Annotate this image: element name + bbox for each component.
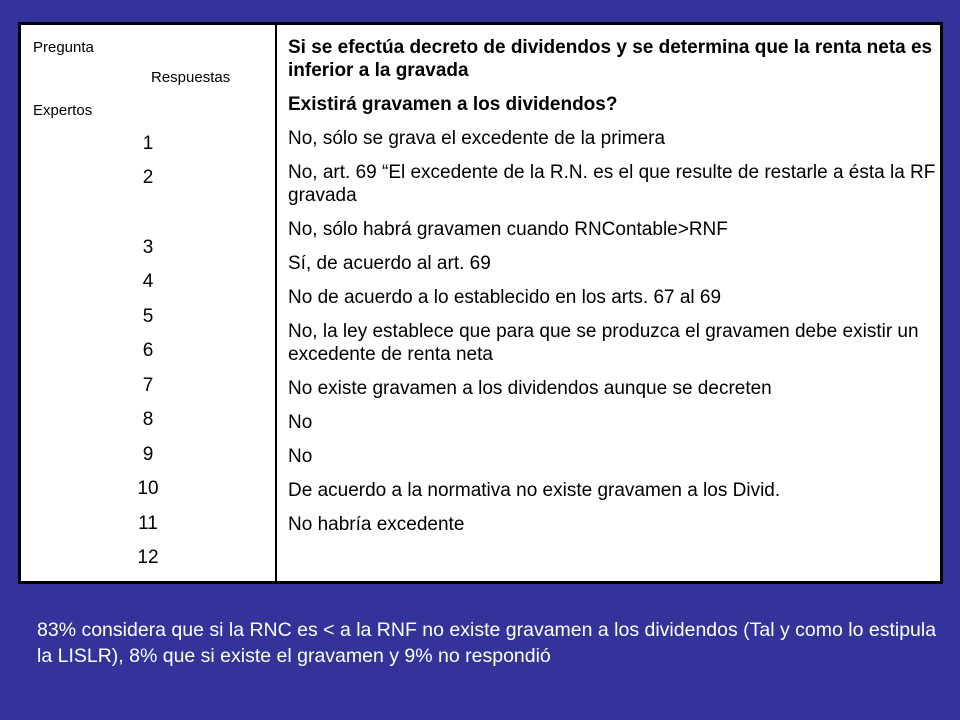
answer-text: No existe gravamen a los dividendos aunque se decreten — [288, 378, 772, 399]
expert-number: 3 — [142, 237, 154, 258]
expert-number: 10 — [137, 478, 159, 499]
expert-number: 9 — [142, 444, 154, 465]
column-divider — [275, 25, 277, 581]
survey-table — [18, 22, 943, 584]
answer-text: No — [288, 446, 313, 467]
expert-number: 6 — [142, 340, 154, 361]
expert-number: 8 — [142, 409, 154, 430]
summary-text: 83% considera que si la RNC es < a la RNF no existe gravamen a los dividendos (Tal y como lo estipula la LISLR), 8% que si existe el gravamen y 9% no respondió — [37, 619, 937, 667]
answer-text: No — [288, 412, 313, 433]
header-pregunta: Pregunta — [33, 39, 94, 56]
expert-number: 12 — [137, 547, 159, 568]
left-column — [21, 25, 275, 581]
answer-text: No de acuerdo a lo establecido en los arts. 67 al 69 — [288, 287, 722, 308]
answer-text: No, art. 69 “El excedente de la R.N. es el que resulte de restarle a ésta la RF gravada — [288, 162, 936, 206]
header-respuestas: Respuestas — [151, 69, 231, 86]
answer-text: Sí, de acuerdo al art. 69 — [288, 253, 491, 274]
subquestion-text: Existirá gravamen a los dividendos? — [288, 94, 618, 115]
right-column — [288, 36, 938, 547]
expert-number: 7 — [142, 375, 154, 396]
expert-number: 5 — [142, 306, 154, 327]
answer-text: No, la ley establece que para que se produzca el gravamen debe existir un excedente de renta neta — [288, 321, 919, 365]
expert-number: 4 — [142, 271, 154, 292]
answer-text: No, sólo habrá gravamen cuando RNContable>RNF — [288, 219, 728, 240]
expert-number: 2 — [142, 167, 154, 188]
question-text: Si se efectúa decreto de dividendos y se determina que la renta neta es inferior a la gravada — [288, 37, 933, 81]
answer-text: No, sólo se grava el excedente de la primera — [288, 128, 666, 149]
header-expertos: Expertos — [33, 102, 93, 119]
answer-text: De acuerdo a la normativa no existe gravamen a los Divid. — [288, 480, 781, 501]
expert-number: 1 — [142, 133, 154, 154]
answer-text: No habría excedente — [288, 514, 465, 535]
expert-number: 11 — [138, 513, 158, 534]
